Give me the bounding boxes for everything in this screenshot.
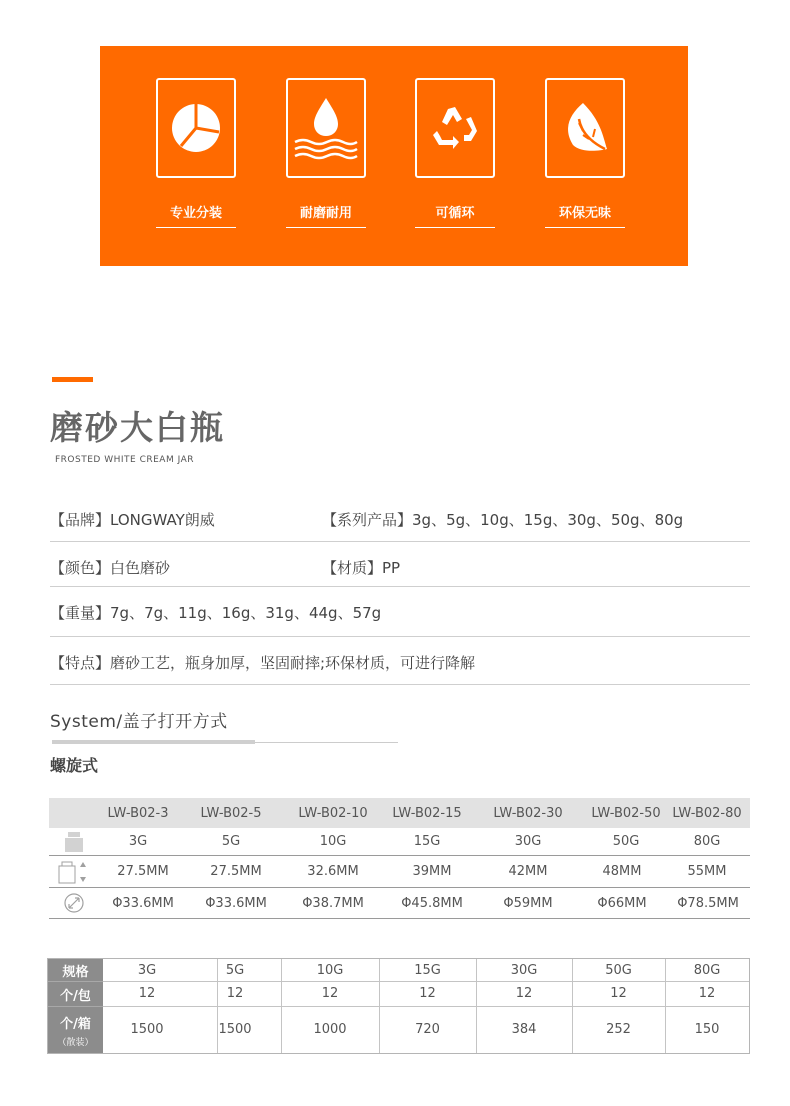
spec-row-brand-series bbox=[50, 494, 750, 542]
packing-spec-cell: 15G bbox=[414, 962, 441, 978]
diameter-cell: Φ59MM bbox=[503, 895, 553, 911]
leaf-icon bbox=[559, 101, 611, 155]
pie-chart-icon bbox=[170, 102, 222, 154]
packing-per-bag-cell: 12 bbox=[610, 986, 627, 1001]
packing-spec-cell: 50G bbox=[605, 962, 632, 978]
capacity-cell: 15G bbox=[413, 834, 441, 849]
jar-icon-cell bbox=[49, 828, 99, 855]
title-accent-bar bbox=[52, 377, 93, 382]
spec-row-features bbox=[50, 637, 750, 685]
feature-underline bbox=[156, 227, 236, 228]
recycle-icon bbox=[431, 105, 479, 151]
feature-label: 环保无味 bbox=[558, 206, 611, 221]
feature-underline bbox=[286, 227, 366, 228]
packing-label-per-bag-text: 个/包 bbox=[60, 988, 91, 1004]
diameter-icon-cell bbox=[49, 888, 99, 918]
packing-per-box-cell: 150 bbox=[694, 1022, 720, 1037]
capacity-cell: 10G bbox=[319, 834, 347, 849]
model-cell: LW-B02-10 bbox=[298, 805, 368, 821]
feature-durable bbox=[286, 78, 366, 221]
spec-table-capacity-row bbox=[49, 828, 750, 856]
diameter-cell: Φ33.6MM bbox=[205, 895, 267, 911]
leaf-icon-frame bbox=[545, 78, 625, 178]
spec-table-diameter-row bbox=[49, 888, 750, 919]
system-divider-accent bbox=[52, 740, 255, 744]
packing-spec-cell: 5G bbox=[225, 962, 245, 978]
spec-features: 【特点】磨砂工艺，瓶身加厚，坚固耐摔;环保材质，可进行降解 bbox=[50, 654, 476, 672]
spec-material: 【材质】PP bbox=[322, 559, 401, 577]
pie-chart-icon-frame bbox=[156, 78, 236, 178]
feature-recyclable bbox=[415, 78, 495, 221]
system-type: 螺旋式 bbox=[50, 756, 99, 775]
diameter-cell: Φ66MM bbox=[597, 895, 647, 911]
model-cell: LW-B02-50 bbox=[591, 805, 661, 821]
packing-label-per-bag bbox=[48, 981, 103, 1006]
packing-spec-cell: 30G bbox=[510, 962, 538, 978]
packing-label-per-box bbox=[48, 1006, 103, 1053]
height-cell: 42MM bbox=[508, 864, 548, 879]
model-cell: LW-B02-15 bbox=[392, 805, 462, 821]
model-cell: LW-B02-5 bbox=[200, 805, 262, 821]
packing-per-bag-cell: 12 bbox=[698, 986, 716, 1001]
feature-label: 可循环 bbox=[435, 206, 475, 221]
packing-per-box-cell: 1500 bbox=[130, 1022, 164, 1037]
spec-series: 【系列产品】3g、5g、10g、15g、30g、50g、80g bbox=[322, 511, 684, 529]
packing-spec-cell: 80G bbox=[693, 962, 721, 978]
feature-eco-friendly bbox=[545, 78, 625, 221]
packing-per-bag-cell: 12 bbox=[419, 986, 436, 1001]
diameter-cell: Φ33.6MM bbox=[112, 895, 174, 911]
spec-row-color-material bbox=[50, 542, 750, 587]
water-drop-icon-frame bbox=[286, 78, 366, 178]
model-cell: LW-B02-30 bbox=[493, 805, 563, 821]
packing-per-box-cell: 1000 bbox=[313, 1022, 347, 1037]
feature-underline bbox=[545, 227, 625, 228]
model-cell: LW-B02-80 bbox=[672, 805, 742, 821]
jar-icon bbox=[65, 832, 83, 852]
feature-label: 耐磨耐用 bbox=[299, 206, 352, 221]
model-cell: LW-B02-3 bbox=[107, 805, 169, 821]
spec-table-header bbox=[49, 798, 750, 828]
header-icon-cell bbox=[49, 798, 99, 828]
height-icon-cell bbox=[49, 856, 99, 887]
diameter-icon bbox=[63, 892, 85, 914]
packing-per-box-cell: 384 bbox=[511, 1022, 537, 1037]
packing-label-spec-text: 规格 bbox=[62, 964, 89, 980]
spec-table bbox=[49, 798, 750, 919]
capacity-cell: 3G bbox=[128, 834, 148, 849]
height-icon bbox=[58, 860, 90, 884]
packing-per-box-cell: 252 bbox=[606, 1022, 631, 1037]
capacity-cell: 30G bbox=[514, 834, 542, 849]
feature-banner bbox=[100, 46, 688, 266]
feature-professional-packing bbox=[156, 78, 236, 221]
height-cell: 48MM bbox=[602, 864, 642, 879]
feature-underline bbox=[415, 227, 495, 228]
capacity-cell: 80G bbox=[693, 834, 721, 849]
product-title: 磨砂大白瓶 bbox=[50, 408, 225, 447]
height-cell: 27.5MM bbox=[117, 864, 169, 879]
spec-table-height-row bbox=[49, 856, 750, 888]
packing-label-per-box-note: （散装） bbox=[57, 1037, 94, 1048]
height-cell: 55MM bbox=[687, 864, 727, 879]
packing-per-bag-cell: 12 bbox=[226, 986, 244, 1001]
packing-label-per-box-text: 个/箱 bbox=[60, 1016, 91, 1032]
recycle-icon-frame bbox=[415, 78, 495, 178]
height-cell: 39MM bbox=[412, 864, 452, 879]
diameter-cell: Φ45.8MM bbox=[401, 895, 463, 911]
packing-per-box-cell: 720 bbox=[415, 1022, 440, 1037]
packing-per-box-cell: 1500 bbox=[218, 1022, 252, 1037]
capacity-cell: 5G bbox=[221, 834, 241, 849]
spec-row-weight bbox=[50, 587, 750, 637]
packing-per-bag-cell: 12 bbox=[321, 986, 339, 1001]
diameter-cell: Φ78.5MM bbox=[677, 895, 739, 911]
height-cell: 32.6MM bbox=[307, 864, 359, 879]
height-cell: 27.5MM bbox=[210, 864, 262, 879]
packing-label-spec bbox=[48, 959, 103, 981]
system-title: System/盖子打开方式 bbox=[50, 712, 228, 732]
product-subtitle: FROSTED WHITE CREAM JAR bbox=[55, 455, 194, 465]
feature-label: 专业分装 bbox=[169, 206, 222, 221]
packing-per-bag-cell: 12 bbox=[138, 986, 156, 1001]
water-drop-icon bbox=[293, 96, 359, 160]
diameter-cell: Φ38.7MM bbox=[302, 895, 364, 911]
packing-spec-cell: 3G bbox=[137, 962, 157, 978]
spec-color: 【颜色】白色磨砂 bbox=[50, 559, 171, 577]
packing-table bbox=[47, 958, 750, 1054]
packing-per-bag-cell: 12 bbox=[515, 986, 533, 1001]
packing-spec-cell: 10G bbox=[316, 962, 344, 978]
spec-brand: 【品牌】LONGWAY朗威 bbox=[50, 511, 215, 529]
capacity-cell: 50G bbox=[612, 834, 640, 849]
spec-weight: 【重量】7g、7g、11g、16g、31g、44g、57g bbox=[50, 604, 382, 622]
